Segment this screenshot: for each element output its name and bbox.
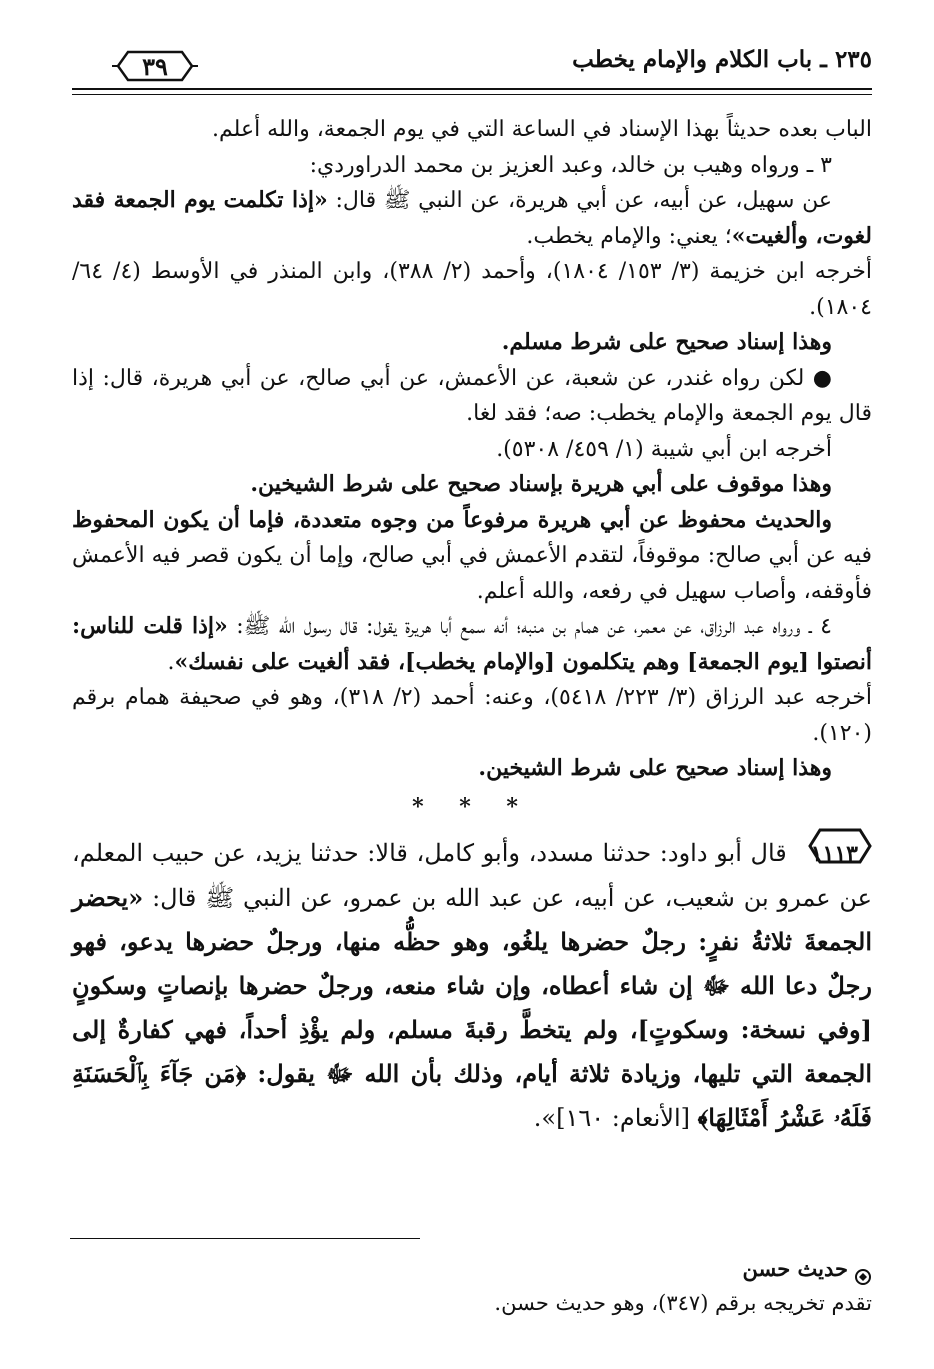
page-body bbox=[72, 112, 872, 1140]
footnote-rule bbox=[70, 1238, 420, 1239]
grade-marker-icon bbox=[854, 1262, 872, 1280]
text-run: . bbox=[167, 649, 175, 675]
page-number-badge bbox=[110, 48, 200, 84]
hadith-grade: حديث حسن bbox=[742, 1256, 848, 1281]
text-run: ؛ يعني: والإمام يخطب. bbox=[526, 223, 732, 249]
header-rule-thick bbox=[72, 88, 872, 90]
header-rule-thin bbox=[72, 94, 872, 95]
text-run: فيه عن أبي صالح: موقوفاً، لتقدم الأعمش في أبي صالح، وإما أن يكون قصر فيه الأعمش فأوقفه، وأصاب سهيل في رفعه، والله أعلم. bbox=[72, 543, 873, 604]
paragraph bbox=[72, 609, 872, 680]
footnote-section bbox=[72, 1252, 872, 1320]
text-run: عن سهيل، عن أبيه، عن أبي هريرة، عن النبي ﷺ قال: bbox=[327, 188, 832, 213]
hadith-quote: «إذا تكلمت يوم الجمعة فقد لغوت، وألغيت» bbox=[72, 187, 872, 249]
page-number: ٣٩ bbox=[142, 51, 168, 81]
paragraph bbox=[72, 183, 872, 254]
paragraph: ٣ ـ ورواه وهيب بن خالد، وعبد العزيز بن محمد الدراوردي: bbox=[309, 152, 832, 178]
text-run: والحديث محفوظ عن أبي هريرة مرفوعاً من وجوه متعددة، فإما أن يكون المحفوظ bbox=[72, 506, 832, 533]
paragraph bbox=[72, 503, 872, 610]
hadith-entry bbox=[72, 831, 872, 1140]
page-header bbox=[72, 40, 872, 100]
paragraph: الباب بعده حديثاً بهذا الإسناد في الساعة التي في يوم الجمعة، والله أعلم. bbox=[212, 117, 872, 142]
grading-paragraph: وهذا إسناد صحيح على شرط مسلم. bbox=[501, 329, 832, 355]
hadith-number-frame-icon bbox=[804, 826, 876, 866]
text-run: ٤ ـ ورواه عبد الرزاق، عن معمر، عن همام بن منبه؛ أنه سمع أبا هريرة يقول: قال رسول الله ﷺ: bbox=[227, 614, 832, 639]
section-separator: * * * bbox=[412, 793, 532, 820]
hadith-grade-line bbox=[72, 1252, 872, 1286]
hadith-matn: «يحضر الجمعةَ ثلاثةُ نفرٍ: رجلٌ حضرها يلغُو، وهو حظُّه منها، ورجلٌ حضرها يدعو، فهو رجلٌ دعا الله ﷻ إن شاء أعطاه، وإن شاء منعه، ورجلٌ حضرها بإنصاتٍ وسكونٍ [وفي نسخة: وسكوتٍ]، ولم يتخطَّ رقبةَ مسلم، ولم يؤْذِ أحداً، فهي كفارةٌ إلى الجمعة التي تليها، وزيادة ثلاثة أيام، وذلك بأن الله ﷻ يقول: ﴿مَن جَآءَ بِٱلْحَسَنَةِ فَلَهُۥ عَشْرُ أَمْثَالِهَا﴾ bbox=[72, 882, 872, 1132]
grade-note: تقدم تخريجه برقم (٣٤٧)، وهو حديث حسن. bbox=[494, 1291, 872, 1315]
hadith-number-badge bbox=[797, 832, 872, 876]
grading-paragraph: وهذا إسناد صحيح على شرط الشيخين. bbox=[478, 755, 832, 781]
hadith-quote: «إذا قلت للناس: أنصتوا [يوم الجمعة] وهم يتكلمون [والإمام يخطب]، فقد ألغيت على نفسك» bbox=[72, 613, 872, 675]
hadith-number: ١١١٣ bbox=[810, 840, 858, 867]
quran-reference: [الأنعام: ١٦٠]». bbox=[533, 1103, 698, 1132]
paragraph: ● لكن رواه غندر، عن شعبة، عن الأعمش، عن أبي صالح، عن أبي هريرة، قال: إذا قال يوم الجمعة والإمام يخطب: صه؛ فقد لغا. bbox=[72, 365, 872, 426]
running-title: ٢٣٥ ـ باب الكلام والإمام يخطب bbox=[572, 46, 872, 73]
takhrij-paragraph: أخرجه ابن أبي شيبة (١/ ٤٥٩/ ٥٣٠٨). bbox=[496, 436, 832, 462]
grading-paragraph: وهذا موقوف على أبي هريرة بإسناد صحيح على شرط الشيخين. bbox=[250, 471, 832, 497]
takhrij-paragraph: أخرجه عبد الرزاق (٣/ ٢٢٣/ ٥٤١٨)، وعنه: أحمد (٢/ ٣١٨)، وهو في صحيفة همام برقم (١٢٠). bbox=[72, 685, 872, 746]
takhrij-paragraph: أخرجه ابن خزيمة (٣/ ١٥٣/ ١٨٠٤)، وأحمد (٢/ ٣٨٨)، وابن المنذر في الأوسط (٤/ ٦٤/ ١٨٠٤). bbox=[72, 259, 873, 320]
hadith-isnad: قال أبو داود: حدثنا مسدد، وأبو كامل، قالا: حدثنا يزيد، عن حبيب المعلم، عن عمرو بن شعيب، عن أبيه، عن عبد الله بن عمرو، عن النبي ﷺ قال: bbox=[72, 838, 872, 912]
